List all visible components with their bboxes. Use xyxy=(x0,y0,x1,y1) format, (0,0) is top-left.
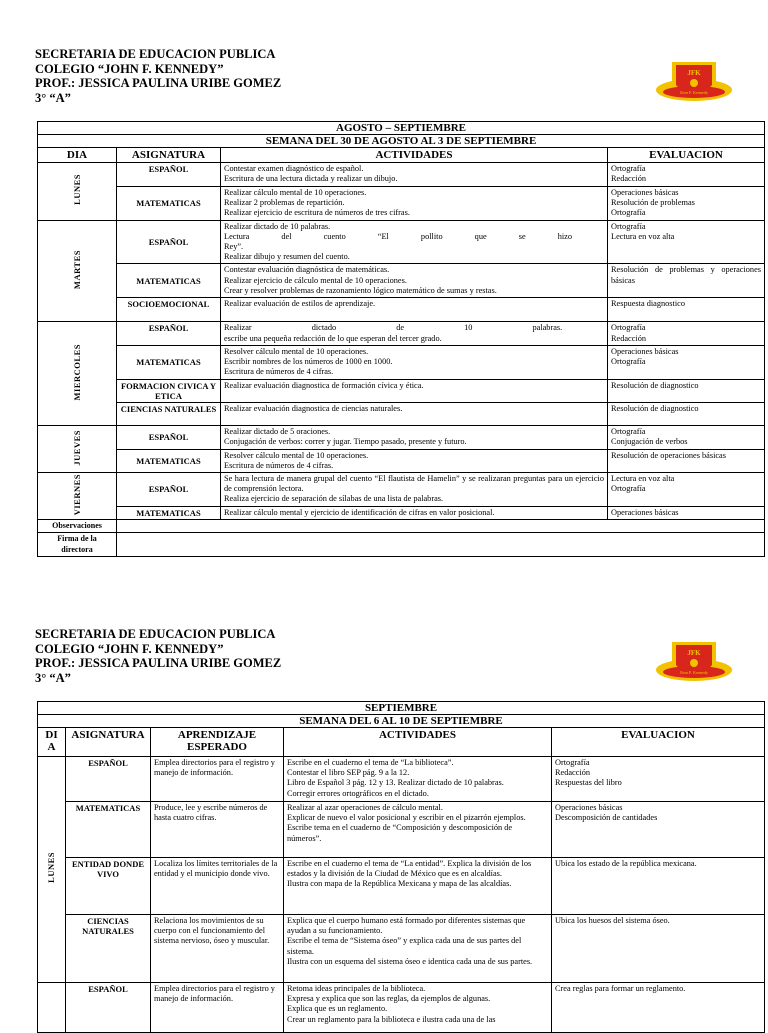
column-header-activities: ACTIVIDADES xyxy=(221,148,608,163)
observations-label: Observaciones xyxy=(38,520,117,533)
subject-cell: MATEMATICAS xyxy=(117,264,221,298)
activities-cell: Realizar evaluación diagnostica de formación cívica y ética. xyxy=(221,379,608,402)
table-row xyxy=(38,858,765,915)
evaluation-cell: Respuesta diagnostico xyxy=(608,298,765,322)
subject-cell: ESPAÑOL xyxy=(117,220,221,264)
activities-cell: Realizar dictado de 10 palabras. Lectura del cuento “El pollito que se hizo Rey”. Realizar dibujo y resumen del cuento. xyxy=(221,220,608,264)
evaluation-cell: Ortografía Lectura en voz alta xyxy=(608,220,765,264)
day-label: LUNES xyxy=(46,852,57,884)
observations-field xyxy=(117,520,765,533)
evaluation-cell: Operaciones básicas Descomposición de cantidades xyxy=(552,802,765,858)
column-header-evaluation: EVALUACION xyxy=(608,148,765,163)
learning-cell: Produce, lee y escribe números de hasta cuatro cifras. xyxy=(151,802,284,858)
subject-cell: CIENCIAS NATURALES xyxy=(117,403,221,426)
evaluation-cell: Resolución de operaciones básicas xyxy=(608,449,765,472)
column-header-activities: ACTIVIDADES xyxy=(284,728,552,757)
activities-cell: Realizar evaluación de estilos de aprendizaje. xyxy=(221,298,608,322)
signature-row xyxy=(38,533,765,557)
activities-cell: Contestar evaluación diagnóstica de matemáticas. Realizar ejercicio de cálculo mental de 10 operaciones. Crear y resolver problemas de razonamiento lógico matemático de sumas y restas. xyxy=(221,264,608,298)
subject-cell: ENTIDAD DONDE VIVO xyxy=(66,858,151,915)
activities-cell: Realizar dictado de 5 oraciones. Conjugación de verbos: correr y jugar. Tiempo pasado, presente y futuro. xyxy=(221,426,608,449)
day-cell xyxy=(38,983,66,1033)
subject-cell: SOCIOEMOCIONAL xyxy=(117,298,221,322)
header-line-1: SECRETARIA DE EDUCACION PUBLICA xyxy=(35,627,276,641)
activities-cell: Retoma ideas principales de la biblioteca. Expresa y explica que son las reglas, da ejemplos de algunas. Explica que es un reglamento. Crear un reglamento para la biblioteca e ilustra cada una de las xyxy=(284,983,552,1033)
table-row xyxy=(38,322,765,345)
table-row xyxy=(38,449,765,472)
evaluation-cell: Ortografía Redacción Respuestas del libro xyxy=(552,757,765,802)
activities-cell: Realizar cálculo mental y ejercicio de identificación de cifras en valor posicional. xyxy=(221,507,608,520)
header-line-2: COLEGIO “JOHN F. KENNEDY” xyxy=(35,641,224,656)
evaluation-cell: Ortografía Conjugación de verbos xyxy=(608,426,765,449)
evaluation-cell: Resolución de diagnostico xyxy=(608,379,765,402)
header-line-3: PROF.: JESSICA PAULINA URIBE GOMEZ xyxy=(35,656,282,670)
evaluation-cell: Operaciones básicas xyxy=(608,507,765,520)
header-line-4: 3° “A” xyxy=(35,90,71,105)
activities-cell: Resolver cálculo mental de 10 operaciones. Escritura de números de 4 cifras. xyxy=(221,449,608,472)
table-row xyxy=(38,915,765,983)
table-row xyxy=(38,163,765,187)
document-header xyxy=(35,627,281,685)
evaluation-cell: Resolución de problemas y operaciones básicas xyxy=(608,264,765,298)
table-row xyxy=(38,983,765,1033)
day-label: JUEVES xyxy=(71,429,82,466)
subject-cell: ESPAÑOL xyxy=(66,757,151,802)
table-row xyxy=(38,345,765,379)
svg-text:Jhon F. Kennedy: Jhon F. Kennedy xyxy=(679,670,709,675)
activities-cell: Se hara lectura de manera grupal del cuento “El flautista de Hamelin” y se realizaran preguntas para un ejercicio de comprensión lectora. Realiza ejercicio de separación de sílabas de una lista de palabras. xyxy=(221,473,608,507)
svg-text:JFK: JFK xyxy=(687,69,701,77)
subject-cell: MATEMATICAS xyxy=(117,345,221,379)
activities-cell: Realizar al azar operaciones de cálculo mental. Explicar de nuevo el valor posicional y escribir en el pizarrón ejemplos. Escribe tema en el cuaderno de “Composición y descomposición de números”. xyxy=(284,802,552,858)
subject-cell: MATEMATICAS xyxy=(117,507,221,520)
table-week-title: SEMANA DEL 6 AL 10 DE SEPTIEMBRE xyxy=(38,715,765,728)
table-row xyxy=(38,379,765,402)
column-header-day: DIA xyxy=(38,728,66,757)
activities-cell: Realizar evaluación diagnostica de ciencias naturales. xyxy=(221,403,608,426)
day-cell xyxy=(38,220,117,322)
day-cell xyxy=(38,322,117,426)
subject-cell: MATEMATICAS xyxy=(66,802,151,858)
day-label: LUNES xyxy=(71,174,82,206)
activities-cell: Escribe en el cuaderno el tema de “La entidad”. Explica la división de los estados y la división de la Ciudad de México que es en alcaldías. Ilustra con mapa de la República Mexicana y mapa de las alcaldías. xyxy=(284,858,552,915)
day-label: MARTES xyxy=(71,249,82,289)
header-line-3: PROF.: JESSICA PAULINA URIBE GOMEZ xyxy=(35,76,282,90)
table-row xyxy=(38,473,765,507)
column-header-subject: ASIGNATURA xyxy=(117,148,221,163)
document-header xyxy=(35,47,281,105)
header-line-1: SECRETARIA DE EDUCACION PUBLICA xyxy=(35,47,276,61)
header-line-2: COLEGIO “JOHN F. KENNEDY” xyxy=(35,61,224,76)
subject-cell: ESPAÑOL xyxy=(117,426,221,449)
evaluation-cell: Resolución de diagnostico xyxy=(608,403,765,426)
activities-cell: Realizar dictado de 10 palabras. escribe una pequeña redacción de lo que esperan del tercer grado. xyxy=(221,322,608,345)
subject-cell: ESPAÑOL xyxy=(117,473,221,507)
day-cell xyxy=(38,473,117,520)
table-row xyxy=(38,298,765,322)
day-cell xyxy=(38,163,117,221)
weekly-schedule-table xyxy=(37,121,765,557)
column-header-subject: ASIGNATURA xyxy=(66,728,151,757)
day-label: MIERCOLES xyxy=(71,343,82,401)
evaluation-cell: Ortografía Redacción xyxy=(608,163,765,187)
evaluation-cell: Crea reglas para formar un reglamento. xyxy=(552,983,765,1033)
day-cell xyxy=(38,426,117,473)
table-row xyxy=(38,507,765,520)
observations-row xyxy=(38,520,765,533)
table-row xyxy=(38,187,765,221)
weekly-schedule-table xyxy=(37,701,765,1033)
signature-label: Firma de la directora xyxy=(38,533,117,557)
evaluation-cell: Operaciones básicas Ortografía xyxy=(608,345,765,379)
table-row xyxy=(38,264,765,298)
day-cell xyxy=(38,757,66,983)
table-row xyxy=(38,403,765,426)
header-line-4: 3° “A” xyxy=(35,670,71,685)
evaluation-cell: Lectura en voz alta Ortografía xyxy=(608,473,765,507)
school-logo xyxy=(654,56,734,112)
evaluation-cell: Ortografía Redacción xyxy=(608,322,765,345)
activities-cell: Escribe en el cuaderno el tema de “La biblioteca”. Contestar el libro SEP pág. 9 a la 12. Libro de Español 3 pág. 12 y 13. Realizar dictado de 10 palabras. Corregir errores ortográficos en el dictado. xyxy=(284,757,552,802)
signature-field xyxy=(117,533,765,557)
subject-cell: CIENCIAS NATURALES xyxy=(66,915,151,983)
activities-cell: Resolver cálculo mental de 10 operaciones. Escribir nombres de los números de 1000 en 1000. Escritura de números de 4 cifras. xyxy=(221,345,608,379)
activities-cell: Realizar cálculo mental de 10 operaciones. Realizar 2 problemas de repartición. Realizar ejercicio de escritura de números de tres cifras. xyxy=(221,187,608,221)
evaluation-cell: Ubica los estado de la república mexicana. xyxy=(552,858,765,915)
table-row xyxy=(38,802,765,858)
table-month-title: AGOSTO – SEPTIEMBRE xyxy=(38,122,765,135)
schedule-page-2 xyxy=(0,580,768,1024)
evaluation-cell: Ubica los huesos del sistema óseo. xyxy=(552,915,765,983)
column-header-day: DIA xyxy=(38,148,117,163)
table-month-title: SEPTIEMBRE xyxy=(38,702,765,715)
subject-cell: ESPAÑOL xyxy=(117,163,221,187)
learning-cell: Emplea directorios para el registro y manejo de información. xyxy=(151,757,284,802)
subject-cell: ESPAÑOL xyxy=(117,322,221,345)
day-label: VIERNES xyxy=(71,473,82,516)
table-row xyxy=(38,757,765,802)
learning-cell: Localiza los límites territoriales de la entidad y el municipio donde vivo. xyxy=(151,858,284,915)
activities-cell: Contestar examen diagnóstico de español. Escritura de una lectura dictada y realizar un dibujo. xyxy=(221,163,608,187)
learning-cell: Relaciona los movimientos de su cuerpo con el funcionamiento del sistema nervioso, óseo y muscular. xyxy=(151,915,284,983)
column-header-evaluation: EVALUACION xyxy=(552,728,765,757)
subject-cell: ESPAÑOL xyxy=(66,983,151,1033)
evaluation-cell: Operaciones básicas Resolución de problemas Ortografía xyxy=(608,187,765,221)
subject-cell: FORMACION CIVICA Y ETICA xyxy=(117,379,221,402)
subject-cell: MATEMATICAS xyxy=(117,449,221,472)
subject-cell: MATEMATICAS xyxy=(117,187,221,221)
svg-text:JFK: JFK xyxy=(687,649,701,657)
svg-text:Jhon F. Kennedy: Jhon F. Kennedy xyxy=(679,90,709,95)
learning-cell: Emplea directorios para el registro y manejo de información. xyxy=(151,983,284,1033)
table-week-title: SEMANA DEL 30 DE AGOSTO AL 3 DE SEPTIEMBRE xyxy=(38,135,765,148)
column-header-learning: APRENDIZAJE ESPERADO xyxy=(151,728,284,757)
activities-cell: Explica que el cuerpo humano está formado por diferentes sistemas que ayudan a su funcionamiento. Escribe el tema de “Sistema óseo” y explica cada una de sus partes del sistema. Ilustra con un esquema del sistema óseo e identica cada una de sus partes. xyxy=(284,915,552,983)
table-row xyxy=(38,220,765,264)
school-logo xyxy=(654,636,734,692)
table-row xyxy=(38,426,765,449)
